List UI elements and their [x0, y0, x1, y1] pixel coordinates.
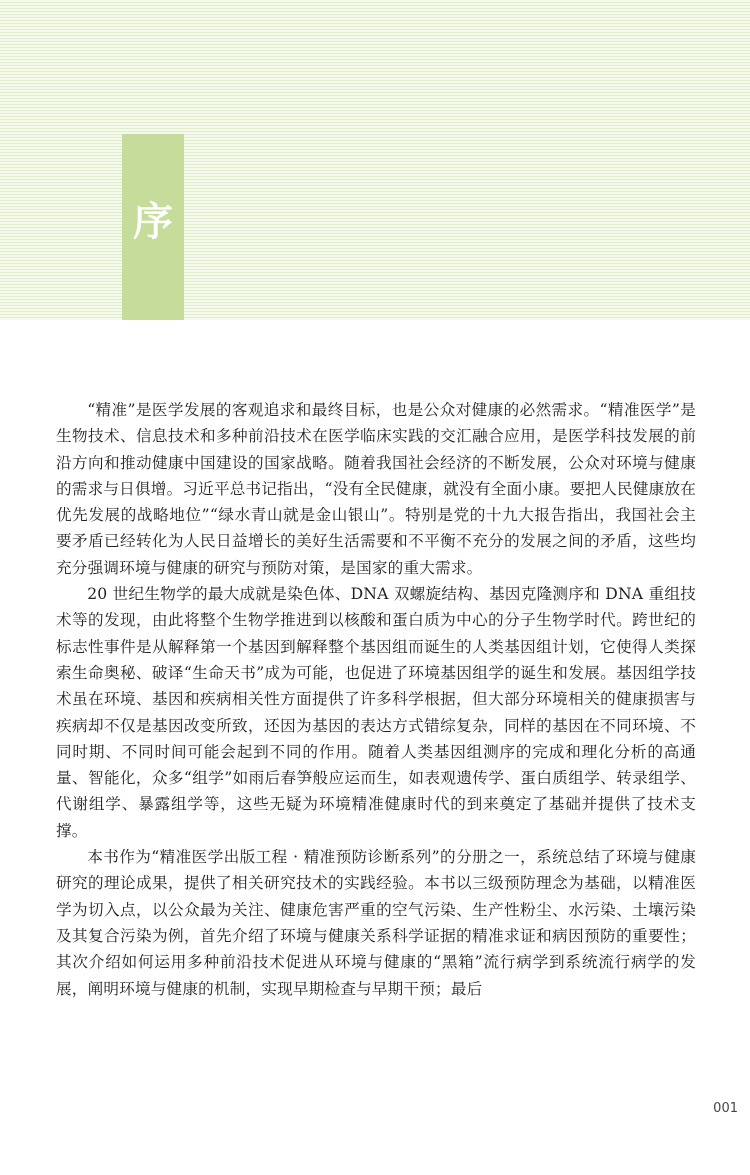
- paragraph-2: 20 世纪生物学的最大成就是染色体、DNA 双螺旋结构、基因克隆测序和 DNA 重组技术等的发现，由此将整个生物学推进到以核酸和蛋白质为中心的分子生物学时代。跨世纪的标志性事件是从解释第一个基因到解释整个基因组而诞生的人类基因组计划，它使得人类探索生命奥秘、破译“生命天书”成为可能，也促进了环境基因组学的诞生和发展。基因组学技术虽在环境、基因和疾病相关性方面提供了许多科学根据，但大部分环境相关的健康损害与疾病却不仅是基因改变所致，还因为基因的表达方式错综复杂，同样的基因在不同环境、不同时期、不同时间可能会起到不同的作用。随着人类基因组测序的完成和理化分析的高通量、智能化，众多“组学”如雨后春笋般应运而生，如表观遗传学、蛋白质组学、转录组学、代谢组学、暴露组学等，这些无疑为环境精准健康时代的到来奠定了基础并提供了技术支撑。: [56, 585, 696, 840]
- title-block: [122, 134, 184, 320]
- page-number: 001: [713, 1101, 738, 1116]
- page-title: 序: [133, 198, 173, 245]
- header-band: [0, 0, 750, 320]
- paragraph-1: “精准”是医学发展的客观追求和最终目标，也是公众对健康的必然需求。“精准医学”是生物技术、信息技术和多种前沿技术在医学临床实践的交汇融合应用，是医学科技发展的前沿方向和推动健康中国建设的国家战略。随着我国社会经济的不断发展，公众对环境与健康的需求与日俱增。习近平总书记指出，“没有全民健康，就没有全面小康。要把人民健康放在优先发展的战略地位”“绿水青山就是金山银山”。特别是党的十九大报告指出，我国社会主要矛盾已经转化为人民日益增长的美好生活需要和不平衡不充分的发展之间的矛盾，这些均充分强调环境与健康的研究与预防对策，是国家的重大需求。: [56, 401, 696, 577]
- body-text: [56, 397, 696, 1002]
- paragraph-3: 本书作为“精准医学出版工程 · 精准预防诊断系列”的分册之一，系统总结了环境与健康研究的理论成果，提供了相关研究技术的实践经验。本书以三级预防理念为基础，以精准医学为切入点，以公众最为关注、健康危害严重的空气污染、生产性粉尘、水污染、土壤污染及其复合污染为例，首先介绍了环境与健康关系科学证据的精准求证和病因预防的重要性；其次介绍如何运用多种前沿技术促进从环境与健康的“黑箱”流行病学到系统流行病学的发展，阐明环境与健康的机制，实现早期检查与早期干预；最后: [56, 848, 696, 998]
